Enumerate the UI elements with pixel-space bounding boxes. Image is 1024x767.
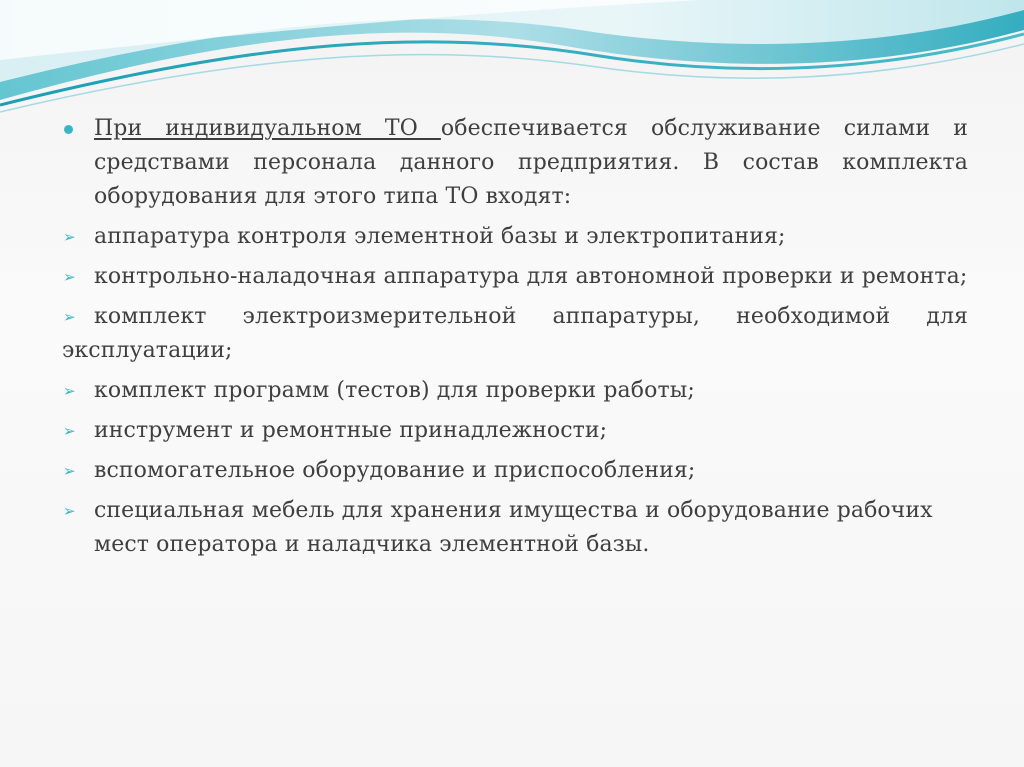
intro-text: обеспечивается обслуживание силами и средствами персонала данного предприятия. В состав комплекта оборудования для этого типа ТО входят: [94,116,968,209]
list-item-text: аппаратура контроля элементной базы и электропитания; [94,224,786,249]
list-item-text: комплект программ (тестов) для проверки работы; [94,378,695,403]
list-item-text: комплект электроизмерительной аппаратуры, необходимой для [94,304,968,329]
chevron-arrow-icon: ➢ [63,422,76,440]
intro-paragraph [62,112,968,214]
chevron-arrow-icon: ➢ [63,502,76,520]
list-item-continuation: эксплуатации; [62,338,233,363]
list-item [62,454,968,488]
chevron-arrow-icon: ➢ [63,462,76,480]
list-item-text: инструмент и ремонтные принадлежности; [94,418,608,443]
list-item-text: контрольно-наладочная аппаратура для автономной проверки и ремонта; [94,264,968,289]
list-item [62,494,968,562]
wave-header-decoration [0,0,1024,120]
chevron-arrow-icon: ➢ [63,308,76,326]
chevron-arrow-icon: ➢ [63,268,76,286]
list-item-text: вспомогательное оборудование и приспособления; [94,458,696,483]
chevron-arrow-icon: ➢ [63,382,76,400]
list-item [62,220,968,254]
chevron-arrow-icon: ➢ [63,228,76,246]
list-item [62,414,968,448]
list-item [62,260,968,294]
slide-content [62,112,968,568]
list-item [62,300,968,334]
filled-circle-icon [64,125,73,134]
list-item [62,374,968,408]
list-item-text: специальная мебель для хранения имущества и оборудование рабочих мест оператора и наладчика элементной базы. [94,498,933,557]
intro-underlined-text: При индивидуальном ТО [94,116,441,141]
